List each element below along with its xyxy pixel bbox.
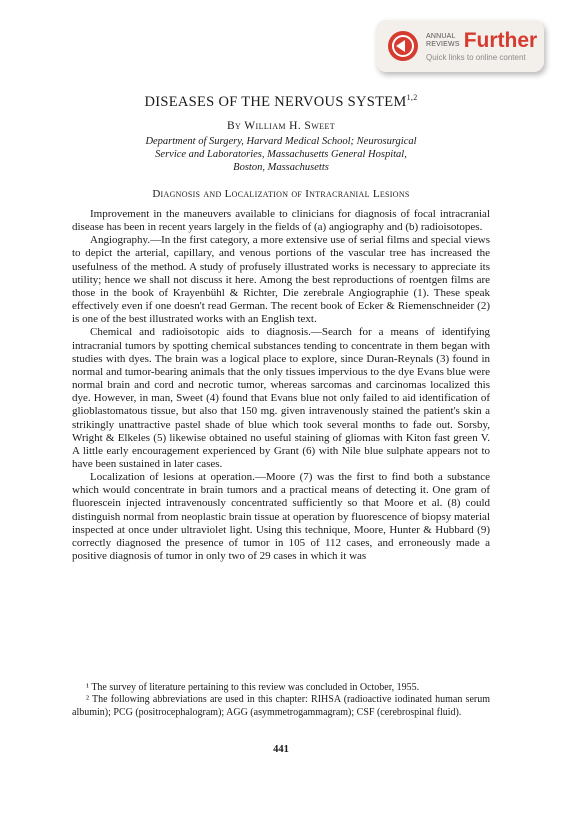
body-paragraph: Angiography.—In the first category, a more extensive use of serial films and special views to depict the arterial, capillary, and venous portions of the vascular tree has increased the usefulness of the method. A study of profusely illustrated works is necessary to appreciate its utility; hence we shall not discuss it here. Among the best reproductions of roentgen films are those in the book of Krayenbühl & Richter, Die zerebrale Angiographie (1). These speak effectively even if one doesn't read German. The recent book of Ecker & Riemenschneider (2) is one of the best illustrated works with an English text. [72,234,490,326]
badge-further-text: Further [463,29,538,52]
page-number: 441 [273,744,289,755]
body-paragraph: Chemical and radioisotopic aids to diagnosis.—Search for a means of identifying intracranial tumors by spotting chemical substances tending to concentrate in them began with studies with dyes. The brain was a logical place to explore, since Duran-Reynals (3) found in normal and tumor-bearing animals that the only tissues impervious to the dye Evans blue were normal brain and cord and necrotic tumor, whereas sarcomas and carcinomas localized this dye. However, in man, Sweet (4) found that Evans blue not only failed to aid identification of glioblastomatous tissue, but also that 150 mg. given intravenously stained the patient's skin a strikingly unattractive pastel shade of blue which took several months to fade out. Sorsby, Wright & Elkeles (5) likewise obtained no useful staining of gliomas with Kiton fast green V. A little early encouragement experienced by Grant (6) with Nile blue sulphate appears not to have been sustained in later cases. [72,326,490,470]
annual-reviews-further-badge[interactable] [376,20,544,72]
title-footnote-marks: 1,2 [406,93,418,102]
badge-reviews-text: REVIEWS [426,41,460,48]
affiliation-line: Department of Surgery, Harvard Medical School; Neurosurgical [145,136,417,147]
article-author: By William H. Sweet [226,120,336,132]
footnote: ² The following abbreviations are used in this chapter: RIHSA (radioactive iodinated human serum albumin); PCG (positrocephalogram); AGG (asymmetrogammagram); CSF (cerebrospinal fluid). [72,694,490,718]
badge-annual-text: ANNUAL [426,33,456,40]
affiliation-line: Boston, Massachusetts [233,162,329,173]
annual-reviews-logo-icon [388,31,418,61]
article-page [72,89,490,563]
author-affiliation [72,135,490,174]
affiliation-line: Service and Laboratories, Massachusetts General Hospital, [155,149,407,160]
footnote: ¹ The survey of literature pertaining to this review was concluded in October, 1955. [86,682,420,693]
body-paragraph: Improvement in the maneuvers available to clinicians for diagnosis of focal intracranial disease has been in recent years largely in the fields of (a) angiography and (b) radioisotopes. [72,208,490,234]
article-title [72,89,490,111]
badge-quick-links-link[interactable]: Quick links to online content [426,53,526,62]
footnotes [72,682,490,719]
body-paragraph: Localization of lesions at operation.—Moore (7) was the first to find both a substance which would concentrate in brain tumors and a practical means of detecting it. One gram of fluorescein injected intravenously concentrated sufficiently so that Moore et al. (8) could distinguish normal from neoplastic brain tissue at operation by fluorescence of biopsy material inspected at once under ultraviolet light. Using this technique, Moore, Hunter & Hubbard (9) correctly diagnosed the presence of tumor in 105 of 112 cases, and erroneously made a positive diagnosis of tumor in only two of 29 cases in which it was [72,471,490,563]
article-title-text: DISEASES OF THE NERVOUS SYSTEM [144,94,407,110]
article-body [72,208,490,563]
section-heading: Diagnosis and Localization of Intracranial Lesions [152,188,410,200]
